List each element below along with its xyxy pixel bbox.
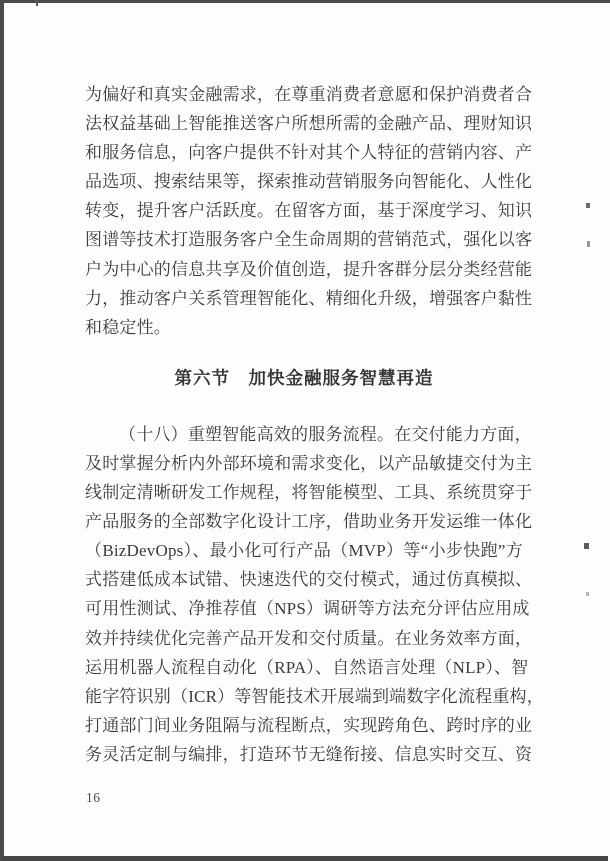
text-line: 力，推动客户关系管理智能化、精细化升级，增强客户黏性 bbox=[85, 288, 533, 308]
text-line: （十八）重塑智能高效的服务流程。在交付能力方面， bbox=[119, 424, 532, 444]
scan-speck bbox=[586, 203, 590, 208]
text-line: 图谱等技术打造服务客户全生命周期的营销范式，强化以客 bbox=[85, 230, 533, 250]
text-column bbox=[85, 80, 544, 769]
text-line: 式搭建低成本试错、快速迭代的交付模式，通过仿真模拟、 bbox=[85, 570, 533, 590]
scan-speck bbox=[587, 241, 590, 247]
body-paragraph-marketing-service bbox=[85, 80, 533, 342]
text-line: 和服务信息，向客户提供不针对其个人特征的营销内容、产 bbox=[85, 143, 533, 163]
body-paragraph-service-process bbox=[85, 420, 544, 769]
text-line: 能字符识别（ICR）等智能技术开展端到端数字化流程重构， bbox=[85, 686, 544, 706]
text-line: 线制定清晰研发工作规程，将智能模型、工具、系统贯穿于 bbox=[85, 483, 533, 503]
text-line: 效并持续优化完善产品开发和交付质量。在业务效率方面， bbox=[85, 628, 533, 648]
text-line: 转变，提升客户活跃度。在留客方面，基于深度学习、知识 bbox=[85, 201, 533, 221]
page-number: 16 bbox=[86, 790, 101, 805]
text-line: 户为中心的信息共享及价值创造，提升客群分层分类经营能 bbox=[85, 259, 533, 279]
text-line: 务灵活定制与编排，打造环节无缝衔接、信息实时交互、资 bbox=[85, 744, 533, 764]
scan-border-left bbox=[0, 0, 4, 861]
text-line: 运用机器人流程自动化（RPA）、自然语言处理（NLP）、智 bbox=[85, 657, 529, 677]
scan-border-bottom bbox=[2, 856, 608, 861]
text-line: 为偏好和真实金融需求，在尊重消费者意愿和保护消费者合 bbox=[85, 85, 533, 104]
text-line: 打通部门间业务阻隔与流程断点，实现跨角色、跨时序的业 bbox=[85, 715, 533, 735]
text-line: 和稳定性。 bbox=[85, 317, 171, 337]
scan-border-top bbox=[0, 0, 610, 3]
text-line: 品选项、搜索结果等，探索推动营销服务向智能化、人性化 bbox=[85, 172, 533, 192]
text-line: 法权益基础上智能推送客户所想所需的金融产品、理财知识 bbox=[85, 114, 533, 134]
text-line: （BizDevOps）、最小化可行产品（MVP）等“小步快跑”方 bbox=[85, 541, 523, 561]
scan-speck bbox=[584, 543, 589, 549]
scan-tick-mark bbox=[36, 0, 38, 6]
text-line: 可用性测试、净推荐值（NPS）调研等方法充分评估应用成 bbox=[85, 599, 530, 619]
section-heading: 第六节 加快金融服务智慧再造 bbox=[174, 367, 434, 388]
text-line: 及时掌握分析内外部环境和需求变化，以产品敏捷交付为主 bbox=[85, 453, 533, 473]
scan-speck bbox=[586, 592, 589, 596]
text-line: 产品服务的全部数字化设计工序，借助业务开发运维一体化 bbox=[85, 512, 533, 532]
